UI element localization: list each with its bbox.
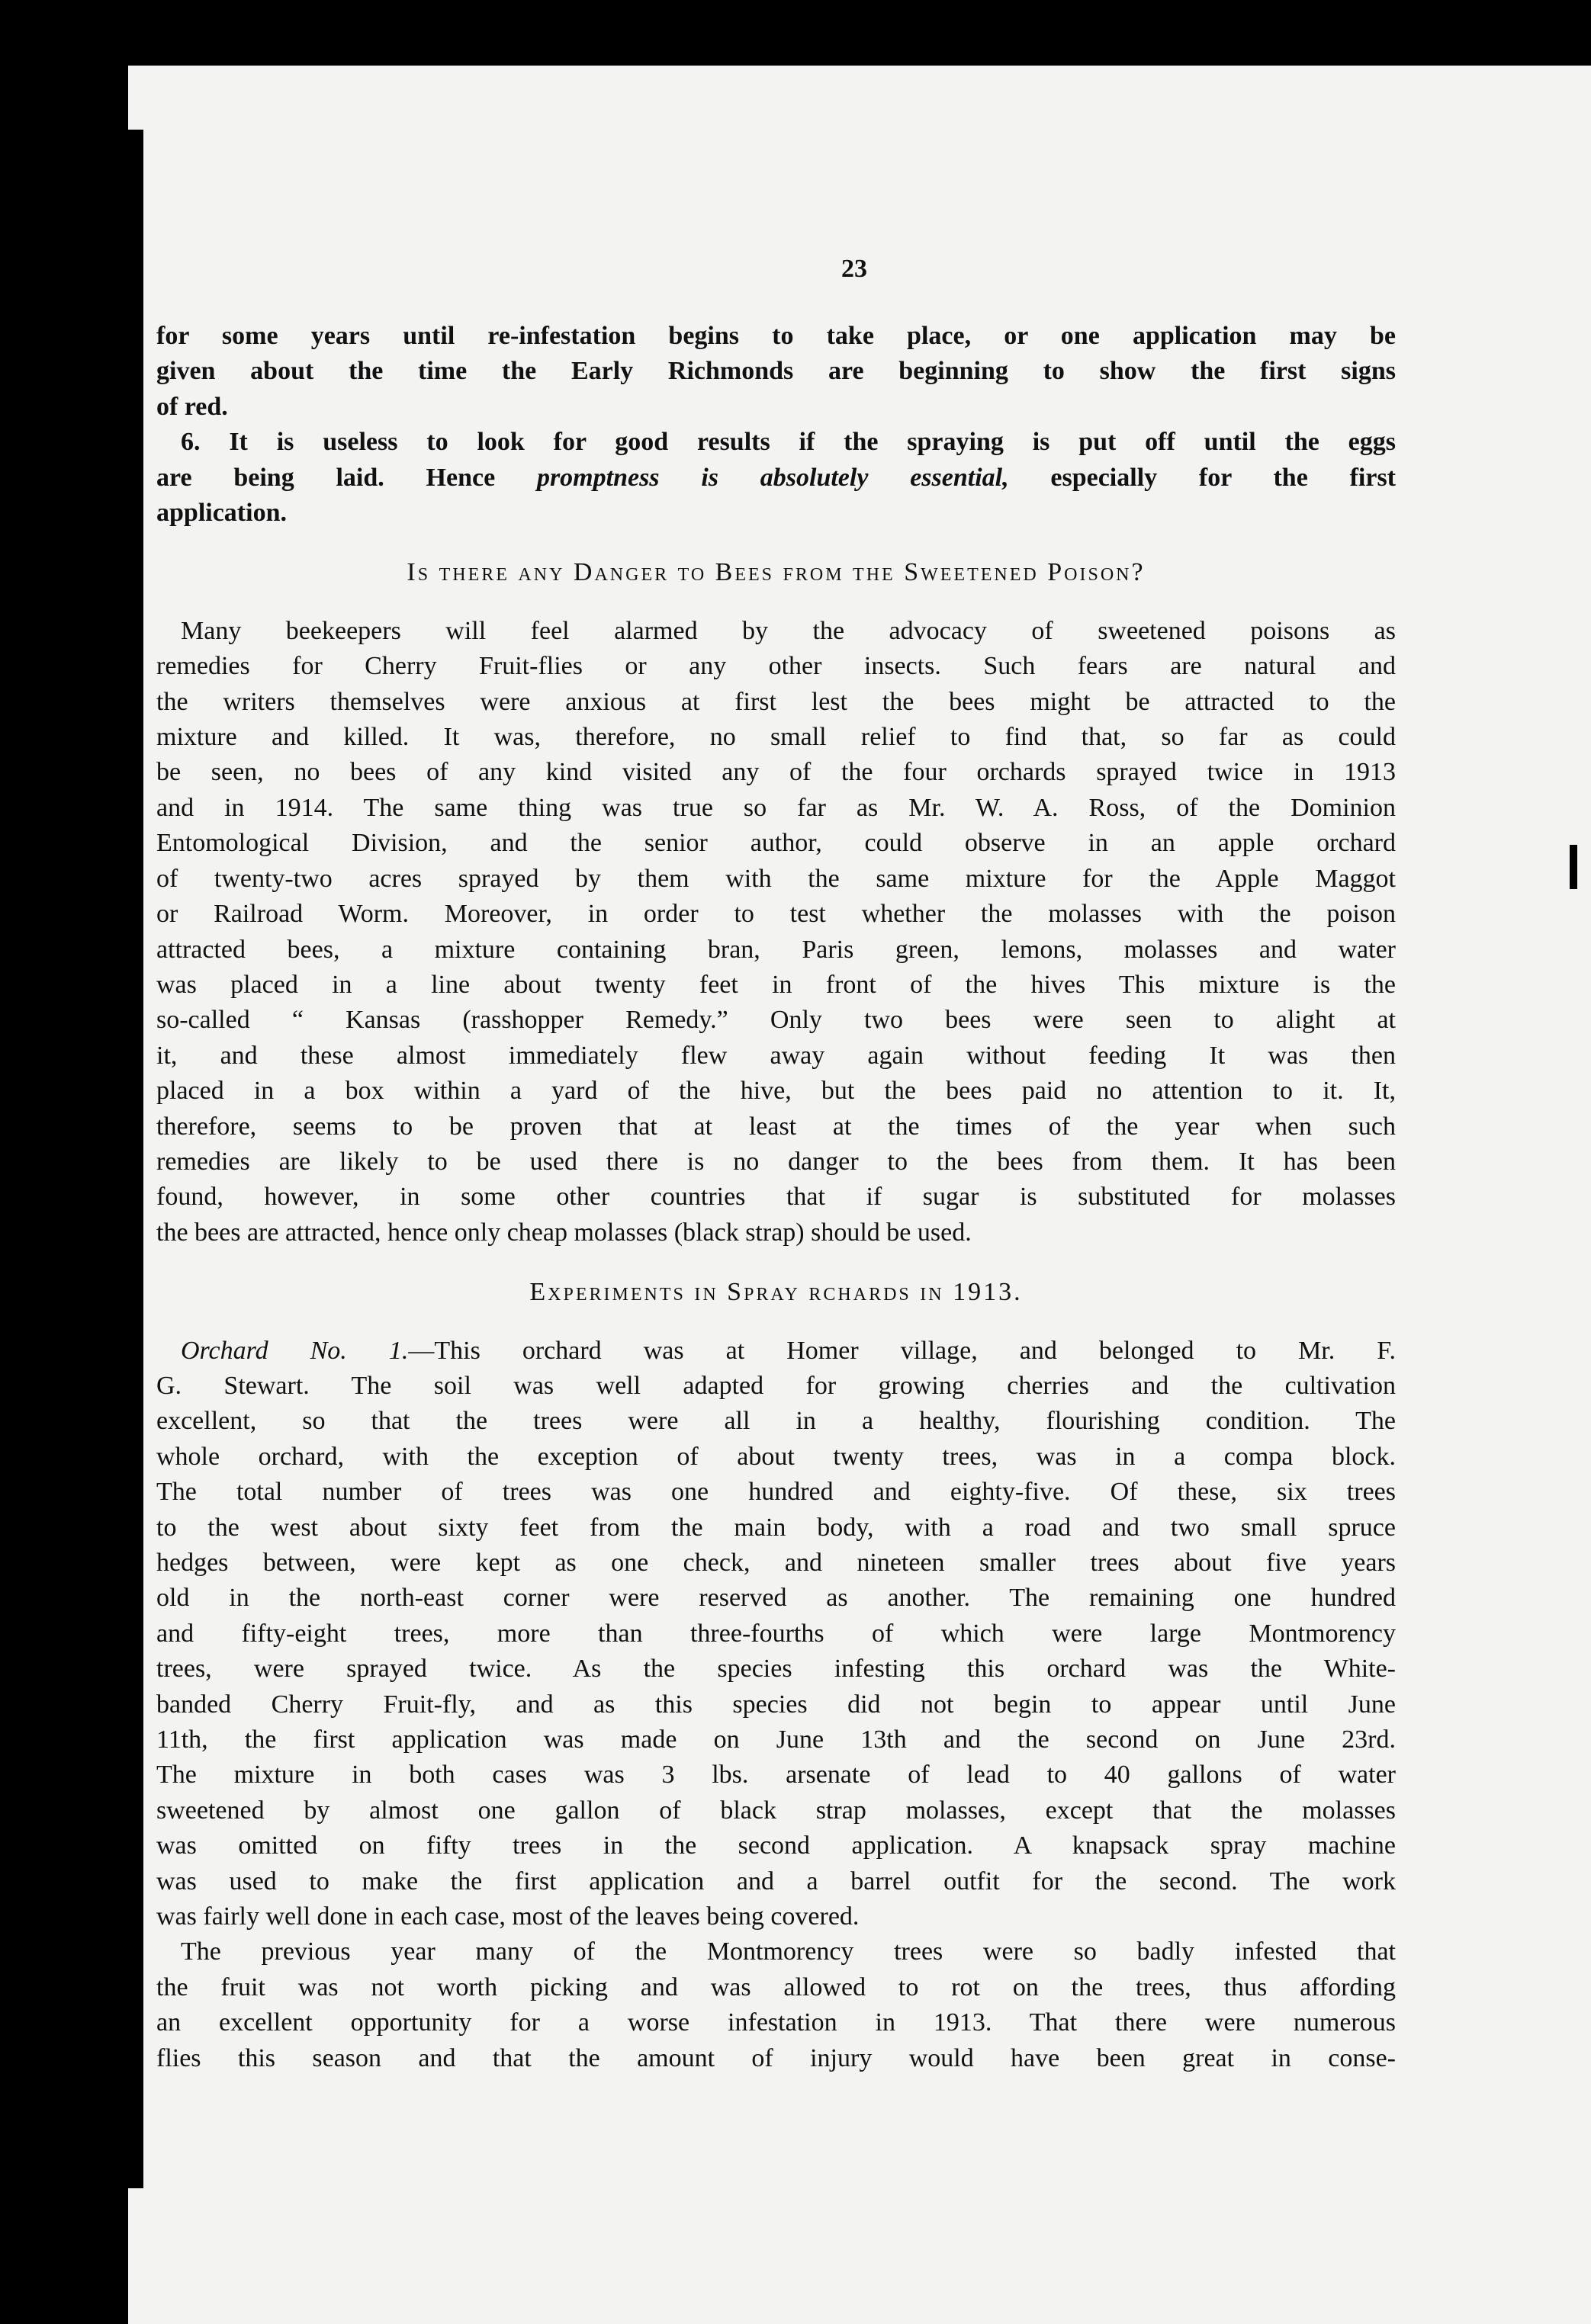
text-line: G. Stewart. The soil was well adapted for growing cherries and the cultivation [156,1371,1396,1400]
text-line: placed in a box within a yard of the hive, but the bees paid no attention to it. It, [156,1077,1396,1106]
text-line: was placed in a line about twenty feet in front of the hives This mixture is the [156,970,1396,999]
text-line: an excellent opportunity for a worse infestation in 1913. That there were numerous [156,2008,1396,2037]
text-line: attracted bees, a mixture containing bran, Paris green, lemons, molasses and water [156,935,1396,964]
text-line: therefore, seems to be proven that at least at the times of the year when such [156,1112,1396,1141]
text-line: to the west about sixty feet from the main body, with a road and two small spruce [156,1513,1396,1542]
text-line: for some years until re-infestation begins to take place, or one application may be [156,322,1396,350]
text-line: 6. It is useless to look for good results if the spraying is put off until the eggs [181,428,1396,457]
text-line: be seen, no bees of any kind visited any of the four orchards sprayed twice in 1913 [156,758,1396,787]
document-body [156,175,1396,2076]
text-line: hedges between, were kept as one check, and nineteen smaller trees about five years [156,1549,1396,1577]
previous-year-paragraph [156,1934,1396,2076]
text-line: remedies are likely to be used there is no danger to the bees from them. It has been [156,1147,1396,1176]
text-line: the fruit was not worth picking and was allowed to rot on the trees, thus affording [156,1973,1396,2001]
text-line: was omitted on fifty trees in the second application. A knapsack spray machine [156,1831,1396,1860]
text-line: of red. [156,392,228,421]
text-line: the writers themselves were anxious at first lest the bees might be attracted to the [156,687,1396,716]
text-line: excellent, so that the trees were all in a healthy, flourishing condition. The [156,1407,1396,1436]
text-line: it, and these almost immediately flew away again without feeding It was then [156,1041,1396,1070]
orchard-1-paragraph [156,1334,1396,1935]
text-line: banded Cherry Fruit-fly, and as this species did not begin to appear until June [156,1690,1396,1719]
text-line: application. [156,499,287,528]
text-line: whole orchard, with the exception of about twenty trees, was in a compa block. [156,1442,1396,1471]
text-line: flies this season and that the amount of injury would have been great in conse- [156,2043,1396,2072]
intro-paragraph [156,319,1396,425]
edge-mark [1570,845,1577,889]
text-line: mixture and killed. It was, therefore, no small relief to find that, so far as could [156,723,1396,752]
binding-gutter-shadow [113,130,143,2188]
text-line: trees, were sprayed twice. As the species infesting this orchard was the White- [156,1655,1396,1684]
section-heading-experiments: Experiments in Spray rchards in 1913. [529,1278,1023,1307]
text-line: Entomological Division, and the senior author, could observe in an apple orchard [156,829,1396,858]
text-line: was fairly well done in each case, most of the leaves being covered. [156,1902,860,1931]
text-line: The total number of trees was one hundred and eighty-five. Of these, six trees [156,1478,1396,1507]
text-line [156,1334,1396,1369]
text-line: was used to make the first application and a barrel outfit for the second. The work [156,1867,1396,1895]
text-line [156,461,1396,496]
bees-paragraph [156,614,1396,1250]
text-line: the bees are attracted, hence only cheap molasses (black strap) should be used. [156,1218,972,1247]
page-number: 23 [841,255,867,283]
text-line: so-called “ Kansas (rasshopper Remedy.” Only two bees were seen to alight at [156,1006,1396,1035]
text-line: Many beekeepers will feel alarmed by the advocacy of sweetened poisons as [181,616,1396,645]
text-span: —This orchard was at Homer village, and belonged to Mr. F. [408,1336,1396,1365]
text-line: The mixture in both cases was 3 lbs. arsenate of lead to 40 gallons of water [156,1761,1396,1790]
text-span: especially for the first [1008,463,1396,492]
text-line: remedies for Cherry Fruit-flies or any other insects. Such fears are natural and [156,652,1396,681]
text-line: given about the time the Early Richmonds are beginning to show the first signs [156,357,1396,386]
orchard-label: Orchard No. 1. [181,1336,409,1365]
text-line: sweetened by almost one gallon of black strap molasses, except that the molasses [156,1796,1396,1825]
text-line: found, however, in some other countries that if sugar is substituted for molasses [156,1183,1396,1212]
text-line: old in the north-east corner were reserved as another. The remaining one hundred [156,1584,1396,1613]
point-6-paragraph [156,425,1396,531]
text-span: are being laid. Hence [156,463,537,492]
text-line: and in 1914. The same thing was true so far as Mr. W. A. Ross, of the Dominion [156,793,1396,822]
section-heading-bees: Is there any Danger to Bees from the Sweetened Poison? [407,558,1146,587]
text-line: 11th, the first application was made on June 13th and the second on June 23rd. [156,1725,1396,1754]
text-line: The previous year many of the Montmorency trees were so badly infested that [181,1937,1396,1966]
text-line: or Railroad Worm. Moreover, in order to test whether the molasses with the poison [156,900,1396,929]
emphasis-text: promptness is absolutely essential, [536,463,1009,492]
text-line: and fifty-eight trees, more than three-fourths of which were large Montmorency [156,1619,1396,1648]
text-line: of twenty-two acres sprayed by them with the same mixture for the Apple Maggot [156,864,1396,893]
